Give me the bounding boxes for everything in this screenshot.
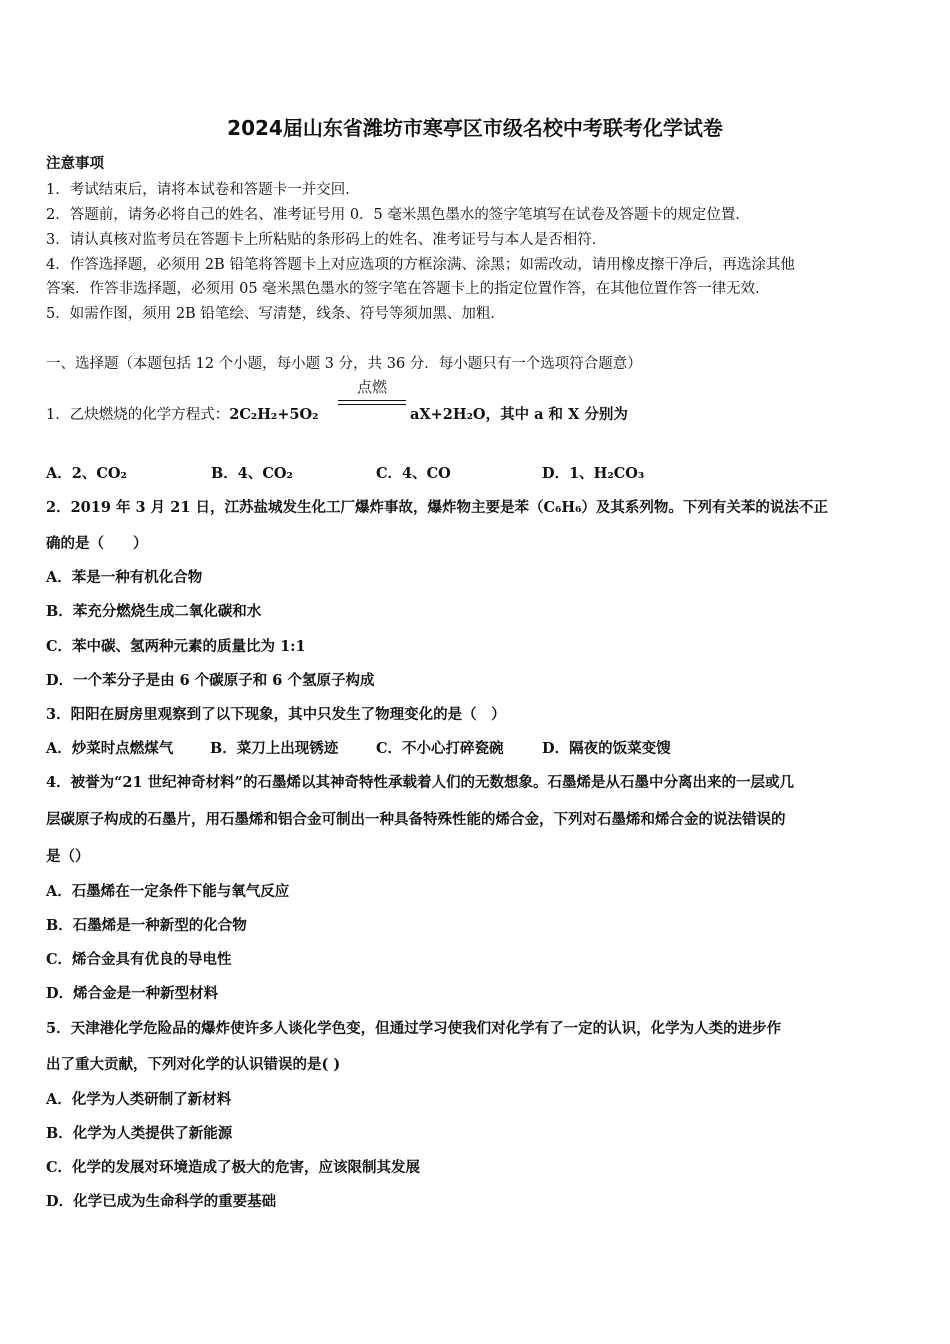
question-4-stem-cont: 层碳原子构成的石墨片，用石墨烯和铝合金可制出一种具备特殊性能的烯合金，下列对石墨烯和烯合金的说法错误的 xyxy=(46,811,786,828)
option-d[interactable]: D．化学已成为生命科学的重要基础 xyxy=(46,1193,277,1210)
option-a[interactable]: A．苯是一种有机化合物 xyxy=(46,569,203,586)
q1-products: aX+2H₂O，其中 a 和 X 分别为 xyxy=(410,406,628,423)
question-2-stem-cont: 确的是（ ） xyxy=(46,535,148,552)
condition-label: 点燃 xyxy=(356,378,387,396)
notice-item: 3．请认真核对监考员在答题卡上所粘贴的条形码上的姓名、准考证号与本人是否相符． xyxy=(46,232,607,248)
question-2-stem: 2．2019 年 3 月 21 日，江苏盐城发生化工厂爆炸事故，爆炸物主要是苯（C₆H₆）及其系列物。下列有关苯的说法不正 xyxy=(46,499,828,516)
option-d[interactable]: D．烯合金是一种新型材料 xyxy=(46,985,219,1002)
question-5-stem-cont: 出了重大贡献，下列对化学的认识错误的是( ) xyxy=(46,1056,341,1073)
notice-item: 4．作答选择题，必须用 2B 铅笔将答题卡上对应选项的方框涂满、涂黑；如需改动，请用橡皮擦干净后，再选涂其他 xyxy=(46,257,795,273)
page-title: 2024届山东省潍坊市寒亭区市级名校中考联考化学试卷 xyxy=(227,116,723,140)
option-c[interactable]: C．不小心打碎瓷碗 xyxy=(376,740,504,757)
section-heading: 一、选择题（本题包括 12 个小题，每小题 3 分，共 36 分．每小题只有一个选项符合题意） xyxy=(46,356,642,372)
option-a[interactable]: A．炒菜时点燃煤气 xyxy=(46,740,174,757)
option-c[interactable]: C．4、CO xyxy=(376,465,451,482)
reaction-condition xyxy=(338,376,406,405)
option-b[interactable]: B．石墨烯是一种新型的化合物 xyxy=(46,917,247,934)
q1-prefix: 1．乙炔燃烧的化学方程式： xyxy=(46,407,230,423)
option-a[interactable]: A．2、CO₂ xyxy=(46,465,127,482)
notice-item: 2．答题前，请务必将自己的姓名、准考证号用 0．5 毫米黑色墨水的签字笔填写在试卷及答题卡的规定位置． xyxy=(46,207,750,223)
option-b[interactable]: B．化学为人类提供了新能源 xyxy=(46,1125,233,1142)
option-d[interactable]: D．一个苯分子是由 6 个碳原子和 6 个氢原子构成 xyxy=(46,672,375,689)
question-5-stem: 5．天津港化学危险品的爆炸使许多人谈化学色变，但通过学习使我们对化学有了一定的认识，化学为人类的进步作 xyxy=(46,1020,782,1037)
question-1-stem xyxy=(46,403,319,424)
option-d[interactable]: D．隔夜的饭菜变馊 xyxy=(542,740,671,757)
option-b[interactable]: B．苯充分燃烧生成二氧化碳和水 xyxy=(46,603,262,620)
question-3-stem: 3．阳阳在厨房里观察到了以下现象，其中只发生了物理变化的是（ ） xyxy=(46,706,506,723)
notice-item: 5．如需作图，须用 2B 铅笔绘、写清楚，线条、符号等须加黑、加粗． xyxy=(46,306,505,322)
notice-item: 1．考试结束后，请将本试卷和答题卡一并交回． xyxy=(46,182,360,198)
option-b[interactable]: B．4、CO₂ xyxy=(211,465,293,482)
option-c[interactable]: C．烯合金具有优良的导电性 xyxy=(46,951,232,968)
option-d[interactable]: D．1、H₂CO₃ xyxy=(542,465,645,482)
option-a[interactable]: A．化学为人类研制了新材料 xyxy=(46,1091,232,1108)
q1-reactants: 2C₂H₂+5O₂ xyxy=(229,406,319,423)
option-c[interactable]: C．化学的发展对环境造成了极大的危害，应该限制其发展 xyxy=(46,1159,421,1176)
option-a[interactable]: A．石墨烯在一定条件下能与氧气反应 xyxy=(46,883,290,900)
notice-item: 答案．作答非选择题，必须用 05 毫米黑色墨水的签字笔在答题卡上的指定位置作答，在其他位置作答一律无效． xyxy=(46,281,770,297)
question-4-stem: 4．被誉为“21 世纪神奇材料”的石墨烯以其神奇特性承载着人们的无数想象。石墨烯是从石墨中分离出来的一层或几 xyxy=(46,774,794,791)
option-c[interactable]: C．苯中碳、氢两种元素的质量比为 1:1 xyxy=(46,638,306,655)
question-4-stem-end: 是（） xyxy=(46,848,90,865)
notice-heading: 注意事项 xyxy=(46,155,104,172)
equals-sign xyxy=(338,400,406,405)
option-b[interactable]: B．菜刀上出现锈迹 xyxy=(210,740,339,757)
